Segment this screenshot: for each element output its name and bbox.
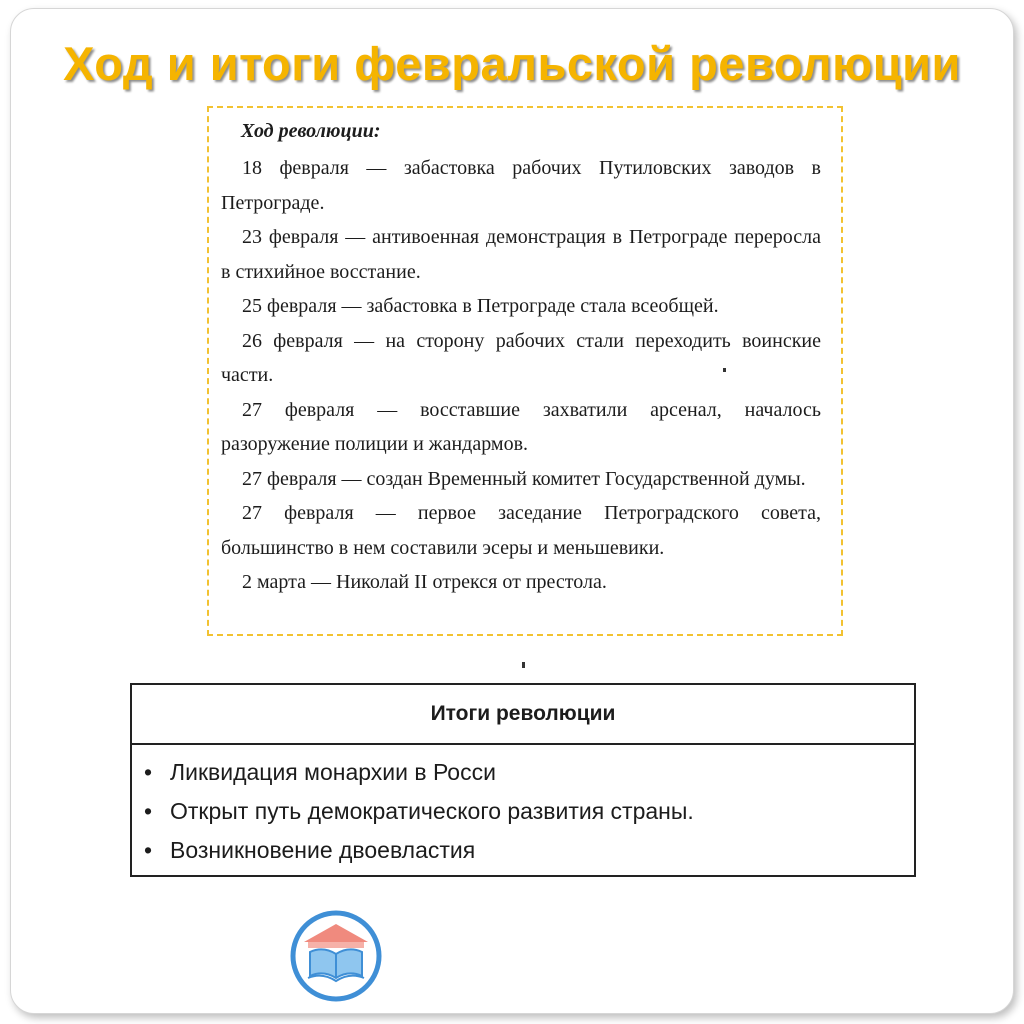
event-item: 26 февраля — на сторону рабочих стали переходить воинские части. [221,329,821,386]
scan-speck [723,368,726,372]
results-item [144,792,914,831]
results-table [130,683,916,877]
event-item: 27 февраля — первое заседание Петроградского совета, большинство в нем составили эсеры и меньшевики. [221,502,821,559]
results-item [144,831,914,870]
course-heading: Ход революции: [241,120,381,142]
page-title: Ход и итоги февральской революции [63,37,961,90]
bullet-icon: • [144,837,153,863]
book-logo-icon [290,910,382,1002]
event-item: 2 марта — Николай II отрекся от престола. [242,571,607,593]
results-heading: Итоги революции [132,685,914,745]
bullet-icon: • [144,798,153,824]
event-item: 27 февраля — создан Временный комитет Государственной думы. [242,467,806,490]
results-item-text: Ликвидация монархии в Росси [170,759,496,785]
bullet-icon: • [144,759,153,785]
event-item: 25 февраля — забастовка в Петрограде стала всеобщей. [242,295,719,317]
event-item: 23 февраля — антивоенная демонстрация в Петрограде переросла в стихийное восстание. [221,226,821,283]
results-item-text: Открыт путь демократического развития страны. [170,798,694,824]
event-item: 27 февраля — восставшие захватили арсенал, началось разоружение полиции и жандармов. [221,398,821,455]
results-item-text: Возникновение двоевластия [170,837,476,863]
course-of-revolution-box [207,106,843,636]
results-item [144,753,914,792]
results-list [132,745,914,870]
event-item: 18 февраля — забастовка рабочих Путиловских заводов в Петрограде. [221,157,821,214]
scan-speck [522,662,525,668]
